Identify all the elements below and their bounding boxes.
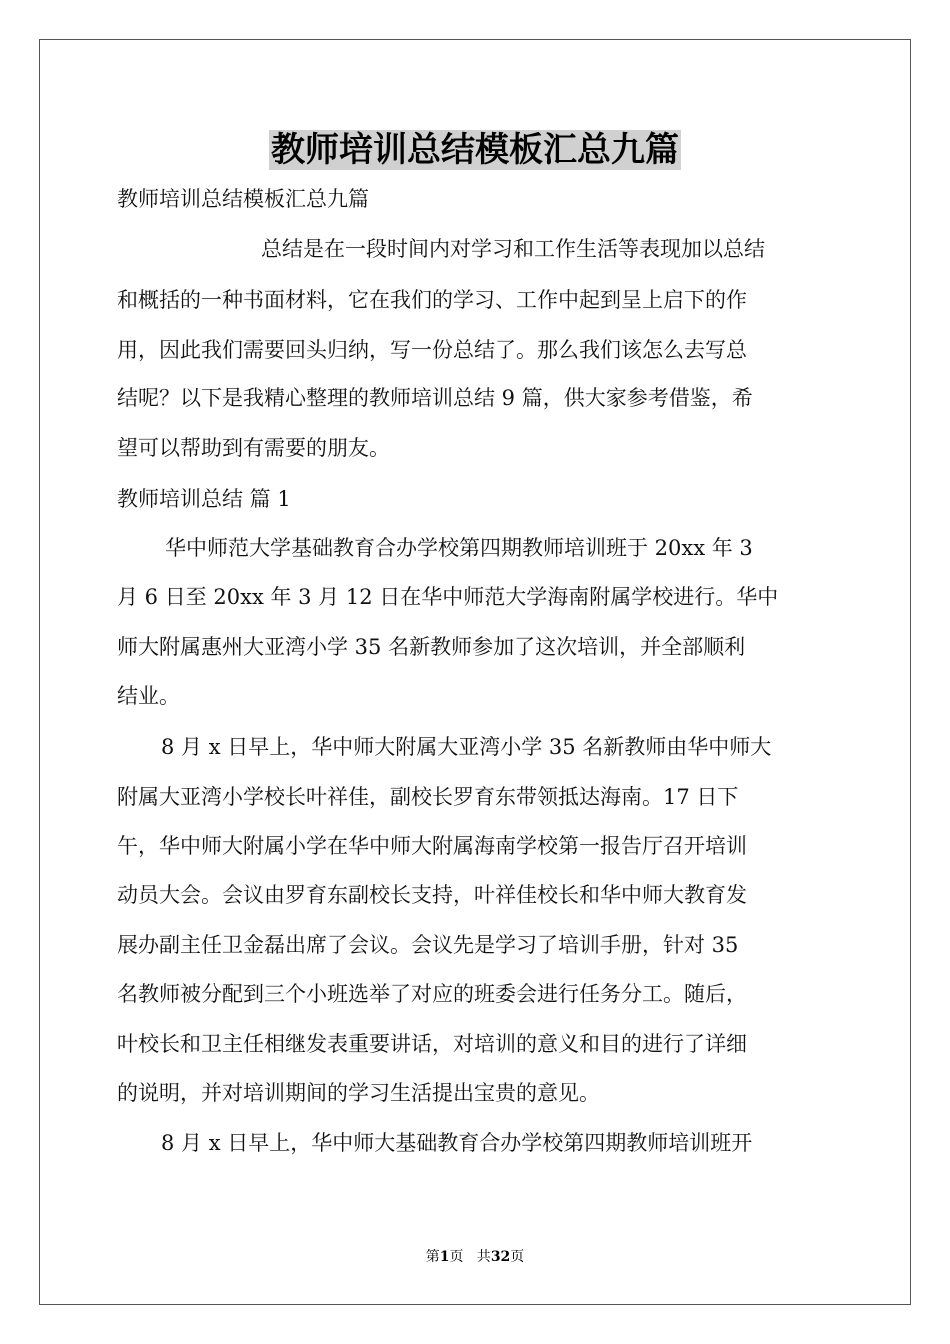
paragraph-line: 叶校长和卫主任相继发表重要讲话，对培训的意义和目的进行了详细 (117, 1032, 747, 1056)
paragraph-line: 名教师被分配到三个小班选举了对应的班委会进行任务分工。随后， (117, 982, 747, 1006)
paragraph-line: 的说明，并对培训期间的学习生活提出宝贵的意见。 (117, 1081, 600, 1105)
paragraph-line: 月 6 日至 20xx 年 3 月 12 日在华中师范大学海南附属学校进行。华中 (117, 585, 779, 609)
paragraph-line: 华中师范大学基础教育合办学校第四期教师培训班于 20xx 年 3 (165, 536, 753, 560)
paragraph-line: 展办副主任卫金磊出席了会议。会议先是学习了培训手册，针对 35 (117, 933, 739, 957)
paragraph-line: 结业。 (117, 684, 180, 708)
page-border (39, 39, 911, 1305)
paragraph-line: 8 月 x 日早上，华中师大附属大亚湾小学 35 名新教师由华中师大 (161, 735, 772, 759)
paragraph-line: 望可以帮助到有需要的朋友。 (117, 436, 390, 460)
paragraph-line: 师大附属惠州大亚湾小学 35 名新教师参加了这次培训，并全部顺利 (117, 635, 746, 659)
page-footer (0, 1246, 950, 1266)
total-page-count: 32 (490, 1249, 511, 1265)
paragraph-line: 动员大会。会议由罗育东副校长支持，叶祥佳校长和华中师大教育发 (117, 883, 747, 907)
document-title: 教师培训总结模板汇总九篇 (271, 130, 679, 170)
paragraph-line: 结呢？以下是我精心整理的教师培训总结 9 篇，供大家参考借鉴，希 (117, 386, 753, 410)
footer-prefix: 第 (425, 1249, 440, 1265)
current-page-number: 1 (439, 1249, 450, 1265)
paragraph-line: 8 月 x 日早上，华中师大基础教育合办学校第四期教师培训班开 (161, 1131, 753, 1155)
paragraph-line: 用，因此我们需要回头归纳，写一份总结了。那么我们该怎么去写总 (117, 338, 747, 362)
paragraph-line: 午，华中师大附属小学在华中师大附属海南学校第一报告厅召开培训 (117, 834, 747, 858)
footer-mid: 页 共 (449, 1249, 491, 1265)
section-heading: 教师培训总结 篇 1 (117, 487, 291, 511)
paragraph-line: 总结是在一段时间内对学习和工作生活等表现加以总结 (261, 237, 765, 261)
footer-suffix: 页 (510, 1249, 525, 1265)
paragraph-line: 和概括的一种书面材料，它在我们的学习、工作中起到呈上启下的作 (117, 288, 747, 312)
paragraph-line: 附属大亚湾小学校长叶祥佳，副校长罗育东带领抵达海南。17 日下 (117, 785, 739, 809)
subtitle-line: 教师培训总结模板汇总九篇 (117, 187, 369, 211)
